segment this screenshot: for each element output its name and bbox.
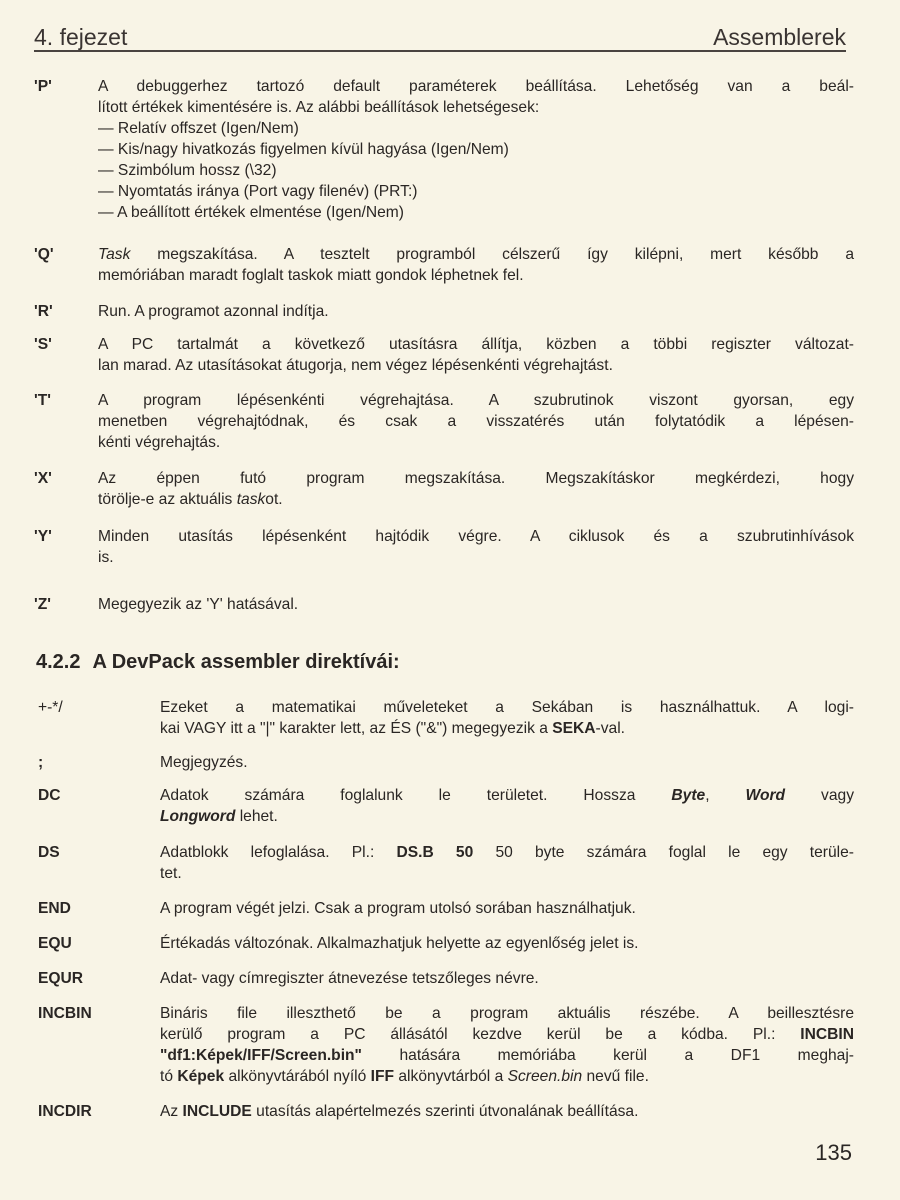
chapter-label: 4. fejezet bbox=[34, 24, 128, 50]
desc-text: kai VAGY itt a "|" karakter lett, az ÉS ("&") megegyezik a bbox=[160, 720, 553, 737]
option-item: — Kis/nagy hivatkozás figyelmen kívül hagyása (Igen/Nem) bbox=[98, 141, 509, 158]
directive-key: EQUR bbox=[38, 970, 84, 987]
option-item: — Nyomtatás iránya (Port vagy filenév) (PRT:) bbox=[98, 183, 418, 200]
page-number: 135 bbox=[815, 1140, 852, 1165]
directive-entry-end bbox=[38, 898, 854, 919]
command-entry-q bbox=[34, 244, 854, 286]
directive-key: DS bbox=[38, 844, 60, 861]
command-entry-r bbox=[34, 301, 854, 322]
option-item: — Szimbólum hossz (\32) bbox=[98, 162, 277, 179]
type-byte: Byte bbox=[671, 787, 706, 804]
command-description bbox=[98, 301, 854, 322]
command-description bbox=[98, 390, 854, 453]
section-number: 4.2.2 bbox=[36, 651, 81, 673]
directive-description bbox=[160, 1101, 854, 1122]
desc-text: alkönyvtárból a bbox=[394, 1068, 508, 1085]
directive-description bbox=[160, 968, 854, 989]
directive-entry-equ bbox=[38, 933, 854, 954]
command-description bbox=[98, 468, 854, 510]
desc-text: Adatblokk lefoglalása. Pl.: bbox=[160, 844, 397, 861]
command-key: 'Z' bbox=[34, 596, 51, 613]
desc-line bbox=[160, 842, 854, 863]
desc-text: törölje-e az aktuális bbox=[98, 491, 237, 508]
desc-line: tet. bbox=[160, 865, 182, 882]
directive-key: EQU bbox=[38, 935, 72, 952]
desc-line: Az éppen futó program megszakítása. Megszakításkor megkérdezi, hogy bbox=[98, 470, 854, 487]
desc-line: Run. A programot azonnal indítja. bbox=[98, 303, 329, 320]
desc-line: Ezeket a matematikai műveleteket a Sekában is használhattuk. A logi- bbox=[160, 699, 854, 716]
desc-line bbox=[98, 244, 854, 265]
desc-text: -val. bbox=[595, 720, 626, 737]
desc-line bbox=[160, 785, 854, 806]
desc-text: hatására memóriába kerül a DF1 meghaj- bbox=[361, 1047, 854, 1064]
type-longword: Longword bbox=[160, 808, 236, 825]
directive-entry-incdir bbox=[38, 1101, 854, 1122]
desc-text: nevű file. bbox=[582, 1068, 649, 1085]
command-description bbox=[98, 526, 854, 568]
bold-term: DS.B 50 bbox=[396, 844, 474, 861]
desc-line: A program lépésenkénti végrehajtása. A szubrutinok viszont gyorsan, egy bbox=[98, 392, 854, 409]
command-key: 'Q' bbox=[34, 246, 54, 263]
italic-term: Screen.bin bbox=[507, 1068, 583, 1085]
desc-text: vagy bbox=[785, 787, 854, 804]
desc-line bbox=[160, 1045, 854, 1066]
command-entry-p bbox=[34, 76, 854, 223]
directive-description bbox=[160, 933, 854, 954]
bold-path: "df1:Képek/IFF/Screen.bin" bbox=[160, 1047, 362, 1064]
directive-description bbox=[160, 697, 854, 739]
desc-line bbox=[98, 489, 854, 510]
directive-entry-ds bbox=[38, 842, 854, 884]
directive-description bbox=[160, 785, 854, 827]
desc-text: utasítás alapértelmezés szerinti útvonalának beállítása. bbox=[251, 1103, 639, 1120]
command-entry-s bbox=[34, 334, 854, 376]
command-entry-y bbox=[34, 526, 854, 568]
section-heading bbox=[36, 651, 400, 674]
desc-line: A debuggerhez tartozó default paraméterek beállítása. Lehetőség van a beál- bbox=[98, 78, 854, 95]
italic-term: Task bbox=[98, 246, 131, 263]
bold-term: INCLUDE bbox=[182, 1103, 252, 1120]
desc-line: Megjegyzés. bbox=[160, 754, 248, 771]
desc-line bbox=[160, 718, 854, 739]
directive-key: INCBIN bbox=[38, 1005, 92, 1022]
command-entry-t bbox=[34, 390, 854, 453]
italic-term: task bbox=[236, 491, 266, 508]
directive-entry-dc bbox=[38, 785, 854, 827]
desc-line bbox=[160, 806, 854, 827]
desc-line: A PC tartalmát a következő utasításra állítja, közben a többi regiszter változat- bbox=[98, 336, 854, 353]
desc-text: tó bbox=[160, 1068, 178, 1085]
desc-line: lított értékek kimentésére is. Az alábbi beállítások lehetségesek: bbox=[98, 99, 540, 116]
bold-term: Képek bbox=[177, 1068, 225, 1085]
desc-text: Az bbox=[160, 1103, 183, 1120]
desc-line bbox=[160, 1024, 854, 1045]
desc-line: memóriában maradt foglalt taskok miatt gondok léphetnek fel. bbox=[98, 267, 524, 284]
directive-entry-equr bbox=[38, 968, 854, 989]
desc-line: A program végét jelzi. Csak a program utolsó sorában használhatjuk. bbox=[160, 900, 636, 917]
command-key: 'P' bbox=[34, 78, 52, 95]
desc-line: Adat- vagy címregiszter átnevezése tetszőleges névre. bbox=[160, 970, 539, 987]
bold-term: INCBIN bbox=[800, 1026, 854, 1043]
directive-key: +-*/ bbox=[38, 699, 63, 716]
directive-key: INCDIR bbox=[38, 1103, 92, 1120]
desc-line bbox=[160, 1101, 854, 1122]
desc-line: Értékadás változónak. Alkalmazhatjuk helyette az egyenlőség jelet is. bbox=[160, 935, 639, 952]
bold-term: IFF bbox=[370, 1068, 395, 1085]
directive-description bbox=[160, 752, 854, 773]
directive-entry-comment bbox=[38, 752, 854, 773]
chapter-title: Assemblerek bbox=[713, 24, 846, 50]
desc-text: lehet. bbox=[235, 808, 278, 825]
desc-line: Bináris file illeszthető be a program aktuális részébe. A beillesztésre bbox=[160, 1005, 854, 1022]
option-item: — A beállított értékek elmentése (Igen/Nem) bbox=[98, 204, 404, 221]
running-head bbox=[34, 22, 846, 52]
option-item: — Relatív offszet (Igen/Nem) bbox=[98, 120, 299, 137]
command-description bbox=[98, 76, 854, 223]
directive-description bbox=[160, 842, 854, 884]
desc-line: menetben végrehajtódnak, és csak a visszatérés után folytatódik a lépésen- bbox=[98, 413, 854, 430]
desc-text: kerülő program a PC állásától kezdve kerül be a kódba. Pl.: bbox=[160, 1026, 801, 1043]
directive-key: DC bbox=[38, 787, 61, 804]
desc-line: kénti végrehajtás. bbox=[98, 434, 221, 451]
directive-description bbox=[160, 1003, 854, 1087]
command-entry-x bbox=[34, 468, 854, 510]
desc-text: , bbox=[705, 787, 746, 804]
command-key: 'S' bbox=[34, 336, 52, 353]
directive-entry-incbin bbox=[38, 1003, 854, 1087]
desc-text: alkönyvtárából nyíló bbox=[224, 1068, 371, 1085]
desc-text: megszakítása. A tesztelt programból célszerű így kilépni, mert később a bbox=[130, 246, 854, 263]
desc-line: lan marad. Az utasításokat átugorja, nem végez lépésenkénti végrehajtást. bbox=[98, 357, 613, 374]
type-word: Word bbox=[745, 787, 786, 804]
directive-key: ; bbox=[38, 754, 44, 771]
command-description bbox=[98, 334, 854, 376]
desc-text: 50 byte számára foglal le egy terüle- bbox=[473, 844, 854, 861]
command-key: 'T' bbox=[34, 392, 51, 409]
command-key: 'X' bbox=[34, 470, 52, 487]
command-description bbox=[98, 244, 854, 286]
bold-term: SEKA bbox=[552, 720, 596, 737]
directive-key: END bbox=[38, 900, 71, 917]
desc-text: ot. bbox=[265, 491, 283, 508]
command-description bbox=[98, 594, 854, 615]
command-key: 'Y' bbox=[34, 528, 52, 545]
desc-line: Minden utasítás lépésenként hajtódik végre. A ciklusok és a szubrutinhívások bbox=[98, 528, 854, 545]
desc-text: Adatok számára foglalunk le területet. Hossza bbox=[160, 787, 672, 804]
desc-line bbox=[160, 1066, 854, 1087]
command-entry-z bbox=[34, 594, 854, 615]
desc-line: is. bbox=[98, 549, 114, 566]
directive-description bbox=[160, 898, 854, 919]
directive-entry-operators bbox=[38, 697, 854, 739]
section-title-text: A DevPack assembler direktívái: bbox=[92, 651, 400, 673]
command-key: 'R' bbox=[34, 303, 53, 320]
desc-line: Megegyezik az 'Y' hatásával. bbox=[98, 596, 299, 613]
